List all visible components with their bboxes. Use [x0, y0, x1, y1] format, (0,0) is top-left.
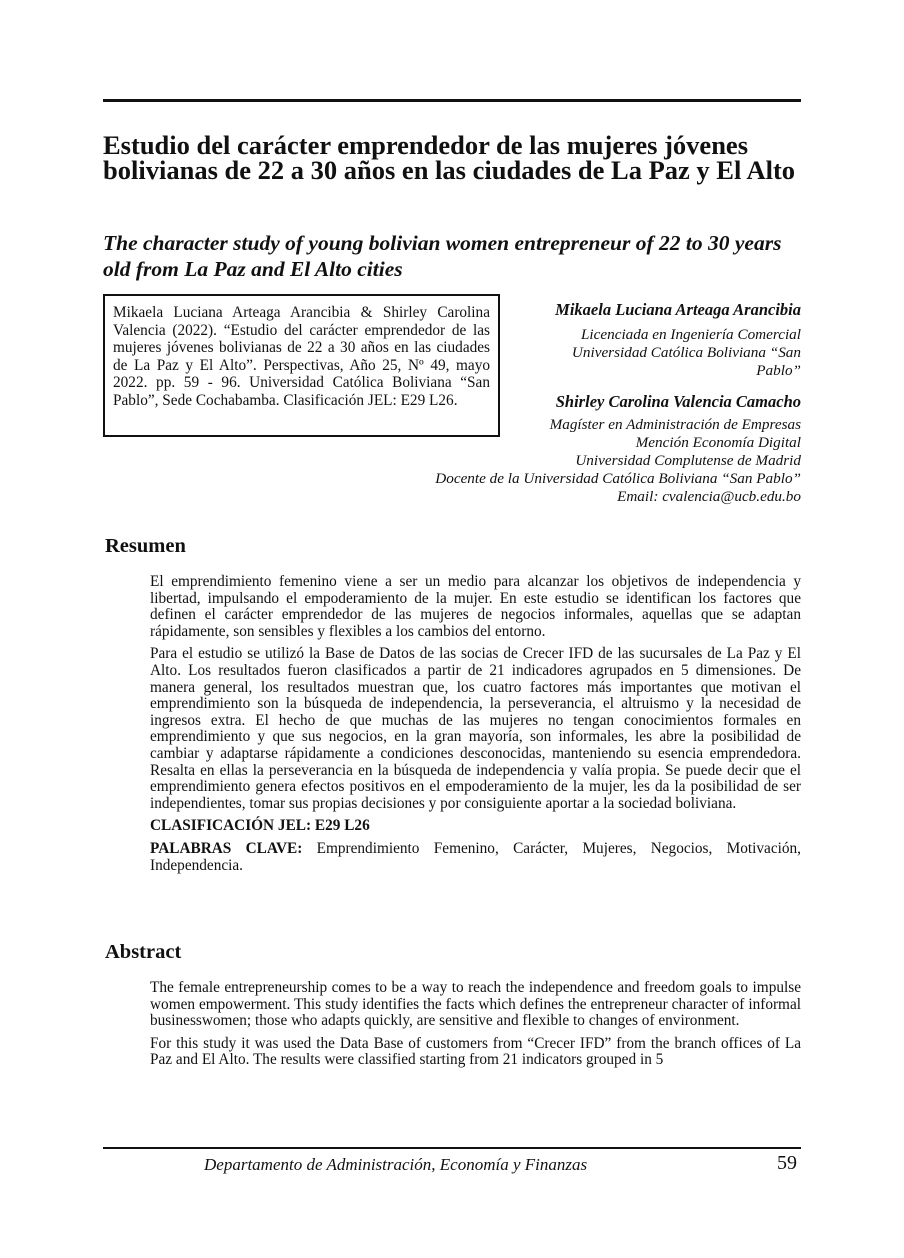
footer-department: Departamento de Administración, Economía y Finanzas: [204, 1155, 588, 1174]
author-1-affiliation-line: Universidad Católica Boliviana “San: [571, 344, 801, 361]
author-2-affiliation-line: Docente de la Universidad Católica Boliviana “San Pablo”: [435, 470, 801, 487]
author-1-affiliation-line: Licenciada en Ingeniería Comercial: [580, 326, 801, 343]
page-number: 59: [777, 1152, 797, 1174]
bottom-rule: [103, 1147, 801, 1149]
author-2-email: Email: cvalencia@ucb.edu.bo: [617, 488, 801, 505]
jel-classification: CLASIFICACIÓN JEL: E29 L26: [150, 817, 370, 835]
author-1-affiliation-line: Pablo”: [756, 362, 801, 379]
abstract-heading: Abstract: [105, 941, 182, 963]
abstract-paragraph-1: The female entrepreneurship comes to be a way to reach the independence and freedom goals to impulse women empowerment. This study identifies the facts which defines the entrepreneur character of informal businesswomen; those who adapts quickly, are sensitive and flexible to changes of environment.: [150, 979, 801, 1030]
resumen-paragraph-1: El emprendimiento femenino viene a ser un medio para alcanzar los objetivos de independencia y libertad, impulsando el empoderamiento de la mujer. En este estudio se identifican los factores que definen el carácter emprendedor de las mujeres de negocios informales, aquellas que se adaptan rápidamente, son sensibles y flexibles a los cambios del entorno.: [150, 573, 801, 640]
top-rule: [103, 99, 801, 102]
author-2-affiliation-line: Universidad Complutense de Madrid: [575, 452, 801, 469]
citation-box: Mikaela Luciana Arteaga Arancibia & Shirley Carolina Valencia (2022). “Estudio del carácter emprendedor de las mujeres jóvenes bolivianas de 22 a 30 años en las ciudades de La Paz y El Alto”. Perspectivas, Año 25, Nº 49, mayo 2022. pp. 59 - 96. Universidad Católica Boliviana “San Pablo”, Sede Cochabamba. Clasificación JEL: E29 L26.: [103, 294, 500, 437]
keywords-label: PALABRAS CLAVE:: [150, 839, 303, 857]
author-block: [380, 300, 801, 506]
abstract-paragraph-2: For this study it was used the Data Base of customers from “Crecer IFD” from the branch offices of La Paz and El Alto. The results were classified starting from 21 indicators grouped in 5: [150, 1034, 801, 1069]
keywords: [150, 841, 801, 874]
author-2-name: Shirley Carolina Valencia Camacho: [555, 392, 801, 411]
keywords-text: Emprendimiento Femenino, Carácter, Mujeres, Negocios, Motivación, Independencia.: [150, 839, 801, 874]
author-2-affiliation-line: Mención Economía Digital: [635, 434, 801, 451]
paper-title: Estudio del carácter emprendedor de las mujeres jóvenes bolivianas de 22 a 30 años en las ciudades de La Paz y El Alto: [103, 130, 796, 185]
resumen-heading: Resumen: [105, 535, 186, 557]
resumen-body: [150, 574, 801, 880]
paper-subtitle: The character study of young bolivian women entrepreneur of 22 to 30 years old from La Paz and El Alto cities: [103, 231, 782, 281]
resumen-paragraph-2: Para el estudio se utilizó la Base de Datos de las socias de Crecer IFD de las sucursales de La Paz y El Alto. Los resultados fueron clasificados a partir de 21 indicadores agrupados en 5 dimensiones. De manera general, los resultados muestran que, los cuatro factores más importantes que motivan el emprendimiento son la búsqueda de independencia, la perseverancia, el altruismo y la necesidad de ingresos extra. El hecho de que muchas de las mujeres no tengan conocimientos formales en emprendimiento y que sus negocios, en la gran mayoría, son informales, les abre la posibilidad de cambiar y adaptarse rápidamente a condiciones desconocidas, manteniendo su esencia emprendedora. Resalta en ellas la perseverancia en la búsqueda de independencia y valía propia. Se puede decir que el emprendimiento genera efectos positivos en el empoderamiento de la mujer, les da la posibilidad de ser independientes, tomar sus propias decisiones y por consiguiente aportar a la sociedad boliviana.: [150, 645, 801, 812]
author-2-affiliation-line: Magíster en Administración de Empresas: [549, 416, 801, 433]
abstract-body: [150, 980, 801, 1075]
author-1-name: Mikaela Luciana Arteaga Arancibia: [555, 300, 801, 319]
